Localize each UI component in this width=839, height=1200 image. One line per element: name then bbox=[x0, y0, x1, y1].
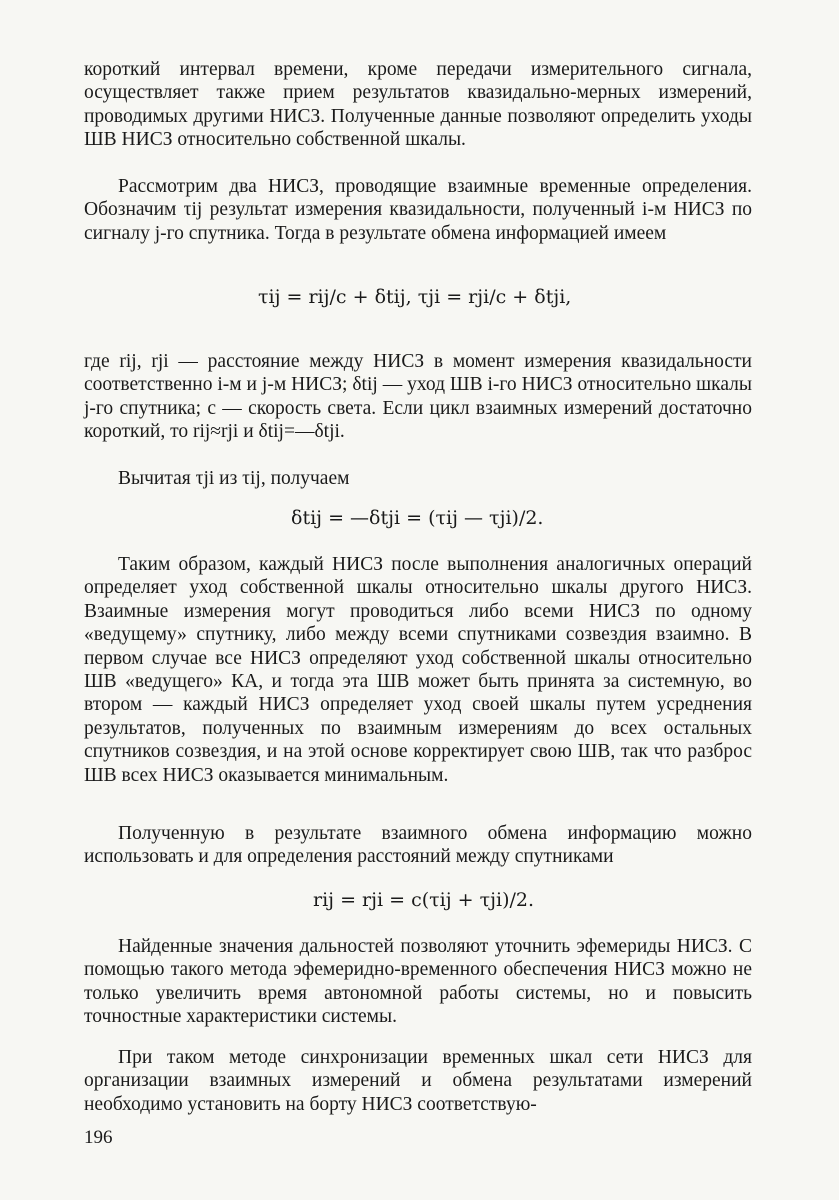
paragraph-1-text: короткий интервал времени, кроме передачи измерительного сигнала, осуществляет также прием результатов квазидально-мерных измерений, проводимых другими НИСЗ. Полученные данные позволяют определить уходы ШВ НИСЗ относительно собственной шкалы. bbox=[84, 59, 752, 151]
paragraph-4 bbox=[84, 467, 752, 490]
formula-tau bbox=[258, 286, 571, 308]
formula-tau-text: τij = rij/c + δtij, τji = rji/c + δtji, bbox=[258, 286, 572, 308]
paragraph-6 bbox=[84, 822, 752, 869]
paragraph-3-text: где rij, rji — расстояние между НИСЗ в момент измерения квазидальности соответственно i-м и j-м НИСЗ; δtij — уход ШВ i-го НИСЗ относительно шкалы j-го спутника; c — скорость света. Если цикл взаимных измерений достаточно короткий, то rij≈rji и δtij=—δtji. bbox=[84, 351, 752, 443]
paragraph-8-text: При таком методе синхронизации временных шкал сети НИСЗ для организации взаимных измерений и обмена результатами измерений необходимо установить на борту НИСЗ соответствую- bbox=[84, 1047, 752, 1115]
paragraph-7 bbox=[84, 935, 752, 1029]
formula-range bbox=[313, 889, 534, 911]
paragraph-7-text: Найденные значения дальностей позволяют уточнить эфемериды НИСЗ. С помощью такого метода эфемеридно-временного обеспечения НИСЗ можно не только увеличить время автономной работы системы, но и повысить точностные характеристики системы. bbox=[84, 936, 752, 1028]
paragraph-6-text: Полученную в результате взаимного обмена информацию можно использовать и для определения расстояний между спутниками bbox=[84, 823, 752, 868]
page-number: 196 bbox=[84, 1127, 113, 1148]
paragraph-5-text: Таким образом, каждый НИСЗ после выполнения аналогичных операций определяет уход собственной шкалы относительно шкалы другого НИСЗ. Взаимные измерения могут проводиться либо всеми НИСЗ по одному «ведущему» спутнику, либо между всеми спутниками созвездия взаимно. В первом случае все НИСЗ определяют уход собственной шкалы относительно ШВ «ведущего» КА, и тогда эта ШВ может быть принята за системную, во втором — каждый НИСЗ определяет уход своей шкалы путем усреднения результатов, полученных по взаимным измерениям до всех остальных спутников созвездия, и на этой основе корректирует свою ШВ, так что разброс ШВ всех НИСЗ оказывается минимальным. bbox=[84, 554, 752, 786]
paragraph-2 bbox=[84, 175, 752, 245]
formula-delta-t-text: δtij = —δtji = (τij — τji)/2. bbox=[291, 507, 544, 529]
paragraph-1 bbox=[84, 58, 752, 152]
paragraph-4-text: Вычитая τji из τij, получаем bbox=[118, 468, 350, 489]
formula-delta-t bbox=[291, 507, 543, 529]
paragraph-5 bbox=[84, 553, 752, 787]
paragraph-8 bbox=[84, 1046, 752, 1116]
formula-range-text: rij = rji = c(τij + τji)/2. bbox=[313, 889, 535, 911]
paragraph-2-text: Рассмотрим два НИСЗ, проводящие взаимные временные определения. Обозначим τij результат измерения квазидальности, полученный i-м НИСЗ по сигналу j-го спутника. Тогда в результате обмена информацией имеем bbox=[84, 176, 752, 244]
paragraph-3 bbox=[84, 350, 752, 444]
